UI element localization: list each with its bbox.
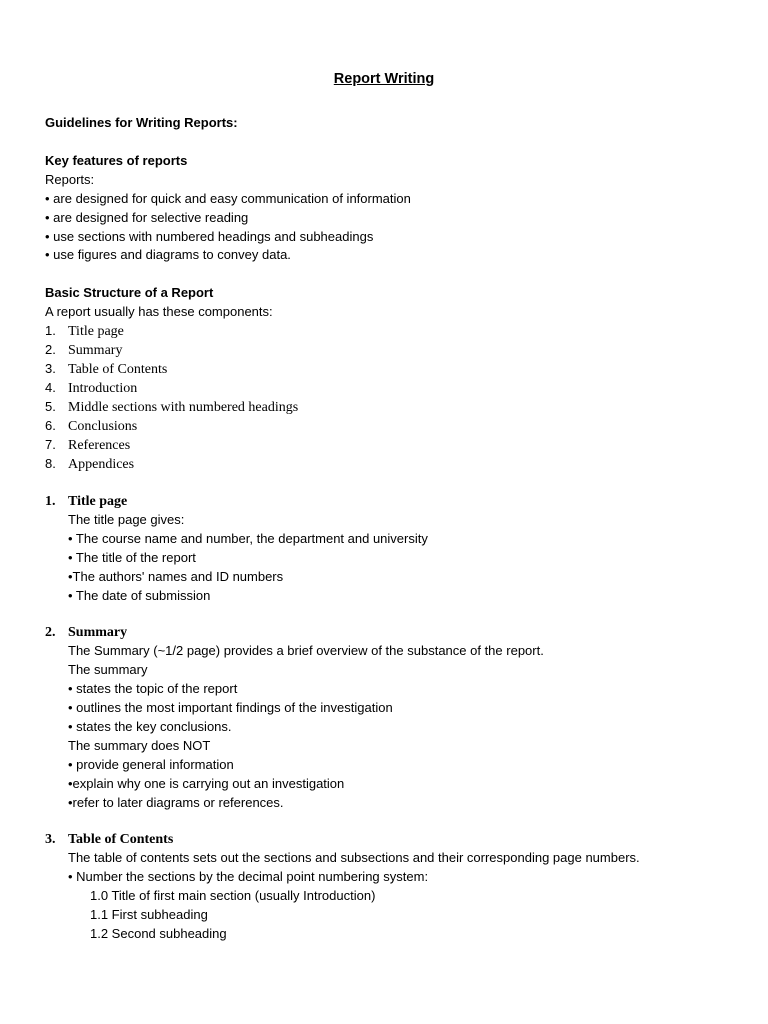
list-item: • The title of the report: [68, 550, 196, 565]
list-item: [45, 399, 298, 416]
section-heading-table-of-contents: [45, 831, 173, 848]
list-item: • use sections with numbered headings and subheadings: [45, 229, 374, 244]
section-number: 1.: [45, 494, 56, 509]
list-text: Conclusions: [68, 419, 138, 434]
list-text: Appendices: [68, 457, 135, 472]
basic-structure-heading: Basic Structure of a Report: [45, 285, 214, 300]
list-text: Summary: [68, 343, 123, 358]
section-title: Table of Contents: [68, 832, 174, 847]
section3-bullet: • Number the sections by the decimal point numbering system:: [68, 869, 429, 884]
section-number: 3.: [45, 832, 56, 847]
list-item: [45, 418, 137, 435]
list-item: • The date of submission: [68, 588, 211, 603]
list-number: 3.: [45, 361, 56, 376]
list-text: Title page: [68, 324, 124, 339]
list-item: [45, 361, 167, 378]
list-item: [45, 437, 130, 454]
basic-structure-intro: A report usually has these components:: [45, 304, 273, 319]
section-heading-summary: [45, 624, 127, 641]
list-item: •The authors' names and ID numbers: [68, 569, 284, 584]
section-number: 2.: [45, 625, 56, 640]
list-item: • states the key conclusions.: [68, 719, 232, 734]
section1-intro: The title page gives:: [68, 512, 185, 527]
section3-line1: The table of contents sets out the sections and subsections and their corresponding page numbers.: [68, 850, 640, 865]
section2-line1: The Summary (~1/2 page) provides a brief overview of the substance of the report.: [68, 643, 544, 658]
list-item: •explain why one is carrying out an investigation: [68, 776, 345, 791]
list-item: [45, 380, 137, 397]
page-title: Report Writing: [333, 71, 435, 87]
list-item: • provide general information: [68, 757, 234, 772]
section-title: Summary: [68, 625, 128, 640]
list-number: 4.: [45, 380, 56, 395]
list-item: 1.2 Second subheading: [90, 926, 227, 941]
key-features-intro: Reports:: [45, 172, 95, 187]
section2-line2: The summary: [68, 662, 148, 677]
section-heading-title-page: [45, 493, 127, 510]
list-text: Table of Contents: [68, 362, 168, 377]
list-number: 7.: [45, 437, 56, 452]
list-item: •refer to later diagrams or references.: [68, 795, 284, 810]
list-text: References: [68, 438, 131, 453]
guidelines-heading: Guidelines for Writing Reports:: [45, 115, 238, 130]
list-item: • use figures and diagrams to convey data.: [45, 247, 291, 262]
list-number: 8.: [45, 456, 56, 471]
list-item: [45, 342, 122, 359]
list-item: • are designed for selective reading: [45, 210, 249, 225]
list-item: [45, 456, 134, 473]
list-item: • outlines the most important findings of the investigation: [68, 700, 393, 715]
list-item: • states the topic of the report: [68, 681, 238, 696]
list-number: 6.: [45, 418, 56, 433]
list-item: 1.0 Title of first main section (usually Introduction): [90, 888, 376, 903]
list-item: 1.1 First subheading: [90, 907, 208, 922]
section2-line3: The summary does NOT: [68, 738, 211, 753]
list-item: • The course name and number, the department and university: [68, 531, 428, 546]
list-text: Middle sections with numbered headings: [68, 400, 299, 415]
section-title: Title page: [68, 494, 128, 509]
list-number: 5.: [45, 399, 56, 414]
list-item: • are designed for quick and easy communication of information: [45, 191, 411, 206]
list-text: Introduction: [68, 381, 138, 396]
list-item: [45, 323, 124, 340]
list-number: 2.: [45, 342, 56, 357]
key-features-heading: Key features of reports: [45, 153, 188, 168]
list-number: 1.: [45, 323, 56, 338]
